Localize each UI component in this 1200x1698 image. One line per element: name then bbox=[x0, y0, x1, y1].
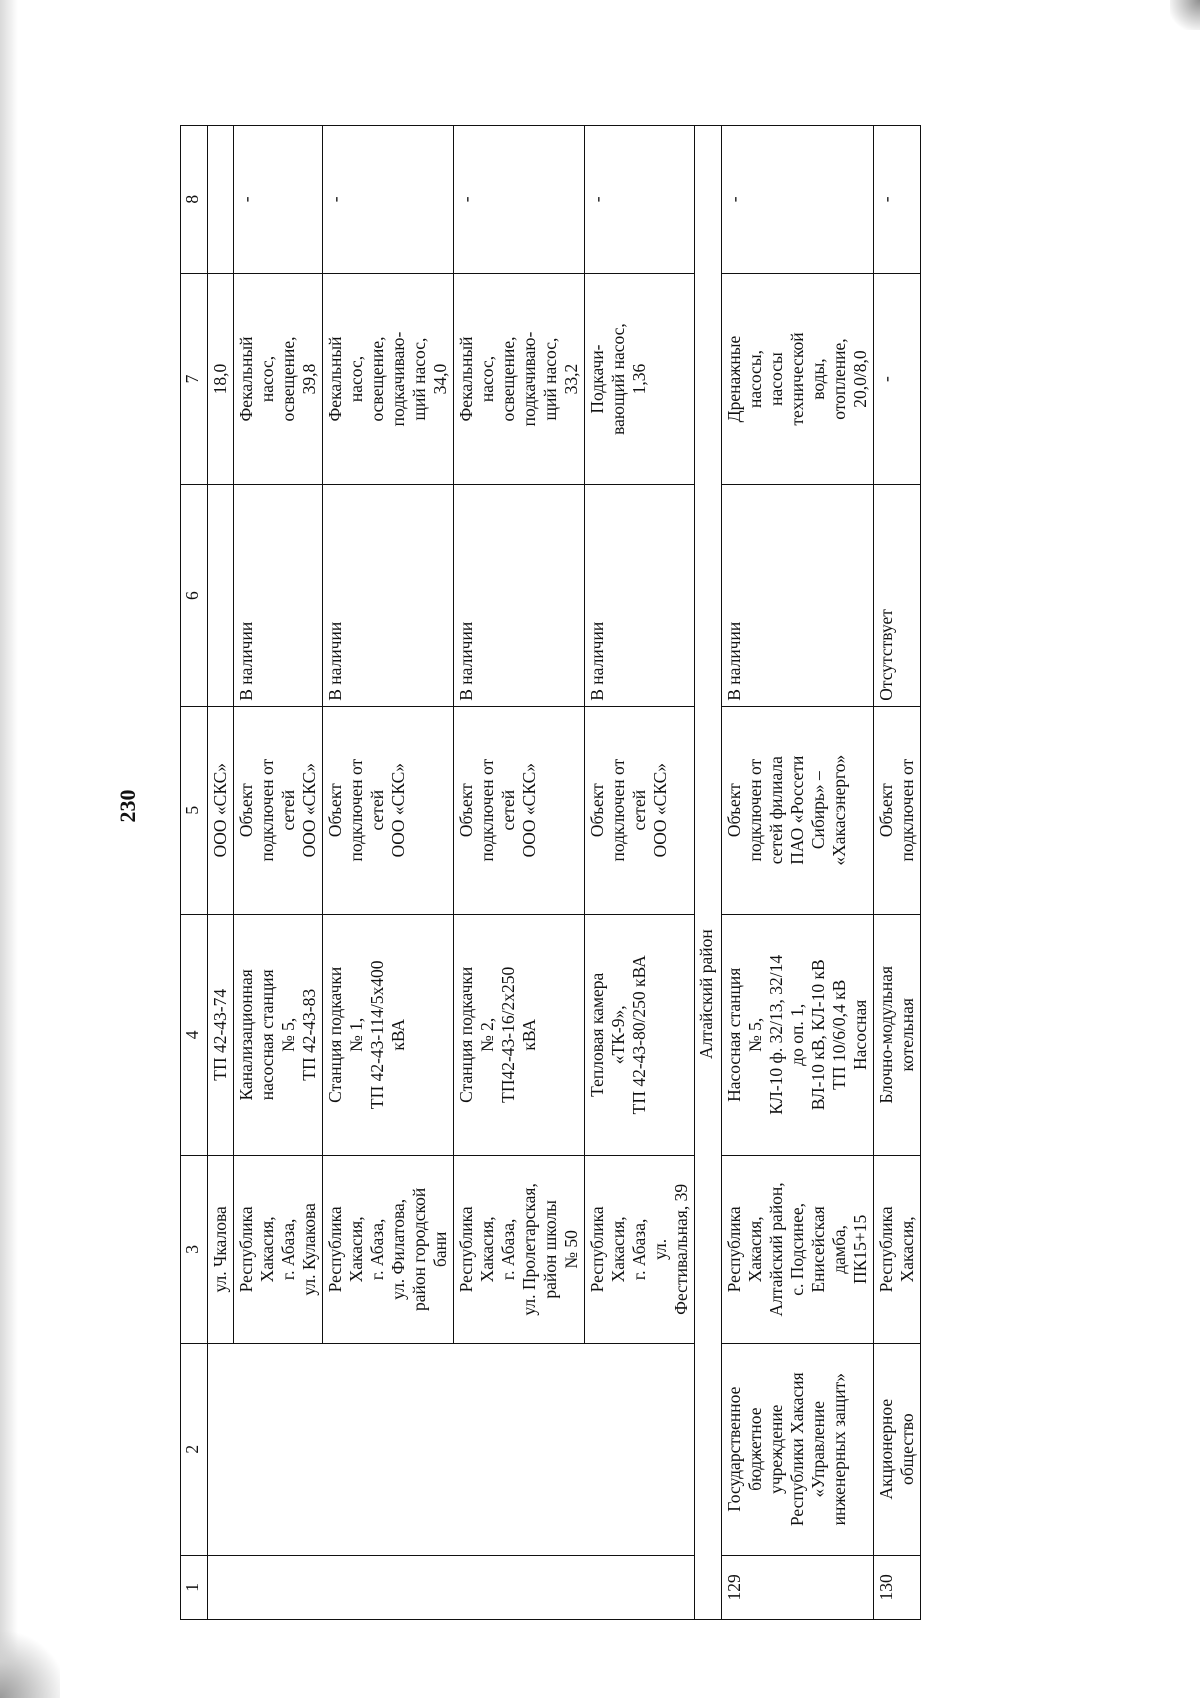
cell-text: - bbox=[876, 376, 896, 382]
cell-text: Канализационная bbox=[236, 969, 256, 1101]
cell-text: учреждение bbox=[766, 1404, 786, 1494]
cell-address bbox=[323, 1156, 454, 1344]
cell-text: Дренажные bbox=[724, 335, 744, 423]
cell-text: Алтайский район, bbox=[766, 1182, 786, 1317]
cell-address bbox=[454, 1156, 585, 1344]
cell-address bbox=[585, 1156, 695, 1344]
cell-load bbox=[454, 273, 585, 485]
table-row bbox=[874, 126, 921, 1620]
cell-text: - bbox=[876, 196, 896, 203]
cell-availability bbox=[323, 485, 454, 706]
cell-text: г. Абаза, bbox=[367, 1218, 387, 1281]
table-row bbox=[208, 126, 234, 1620]
cell-organization bbox=[874, 1343, 921, 1555]
cell-text: бюджетное bbox=[745, 1407, 765, 1491]
cell-availability bbox=[234, 485, 323, 706]
cell-object bbox=[874, 914, 921, 1155]
cell-text: 129 bbox=[724, 1574, 744, 1601]
cell-text: ООО «СКС» bbox=[519, 763, 539, 858]
cell-text: 39,8 bbox=[299, 363, 319, 395]
cell-text: освещение, bbox=[278, 336, 298, 422]
cell-text: «ТК-9», bbox=[608, 1005, 628, 1065]
cell-note bbox=[234, 126, 323, 274]
cell-text: подкачиваю- bbox=[519, 331, 539, 427]
cell-text: Станция подкачки bbox=[325, 966, 345, 1103]
cell-address bbox=[722, 1156, 874, 1344]
cell-text: 33,2 bbox=[561, 363, 581, 395]
cell-note bbox=[454, 126, 585, 274]
table-row bbox=[722, 126, 874, 1620]
cell-text: Объект bbox=[724, 783, 744, 838]
cell-connection bbox=[585, 706, 695, 914]
cell-text: № 5, bbox=[745, 1017, 765, 1052]
rotated-page-content bbox=[180, 120, 1105, 1620]
cell-note bbox=[323, 126, 454, 274]
cell-text: Государственное bbox=[724, 1386, 744, 1512]
cell-text: инженерных защит» bbox=[829, 1372, 849, 1526]
cell-text: освещение, bbox=[498, 336, 518, 422]
scan-corner-mark bbox=[0, 1630, 60, 1698]
cell-text: ТП 42-43-80/250 кВА bbox=[629, 955, 649, 1115]
column-number-row bbox=[181, 126, 208, 1620]
cell-text: 130 bbox=[876, 1574, 896, 1601]
cell-availability bbox=[454, 485, 585, 706]
cell-text: ТП 42-43-114/5х400 bbox=[367, 960, 387, 1110]
cell-text: Станция подкачки bbox=[456, 966, 476, 1103]
cell-text: № 50 bbox=[561, 1230, 581, 1269]
column-number: 3 bbox=[181, 1156, 208, 1344]
cell-text: В наличии bbox=[236, 621, 256, 701]
cell-text: 18,0 bbox=[210, 363, 230, 395]
cell-text: Республика bbox=[587, 1206, 607, 1293]
cell-load bbox=[874, 273, 921, 485]
cell-text: Объект bbox=[876, 783, 896, 838]
cell-organization bbox=[208, 1343, 695, 1555]
cell-text: насосы, bbox=[745, 350, 765, 409]
cell-text: подключен от bbox=[257, 758, 277, 862]
infrastructure-table bbox=[180, 125, 921, 1620]
cell-text: ТП 42-43-83 bbox=[299, 988, 319, 1081]
cell-text: освещение, bbox=[367, 336, 387, 422]
cell-text: - bbox=[724, 196, 744, 203]
cell-load bbox=[585, 273, 695, 485]
cell-note bbox=[585, 126, 695, 274]
cell-text: до оп. 1, bbox=[787, 1003, 807, 1066]
table-body bbox=[181, 126, 921, 1620]
cell-text: щий насос, bbox=[409, 337, 429, 421]
scan-edge-shadow bbox=[0, 0, 18, 1698]
cell-text: - bbox=[236, 196, 256, 203]
cell-object bbox=[234, 914, 323, 1155]
cell-text: подключен от bbox=[897, 758, 917, 862]
cell-text: Объект bbox=[456, 783, 476, 838]
cell-text: Фекальный bbox=[456, 336, 476, 422]
cell-text: насос, bbox=[346, 355, 366, 403]
cell-text: В наличии bbox=[587, 621, 607, 701]
cell-text: подключен от bbox=[346, 758, 366, 862]
cell-text: Отсутствует bbox=[876, 609, 896, 701]
scan-corner-mark bbox=[1170, 0, 1200, 30]
cell-text: кВА bbox=[388, 1018, 408, 1051]
cell-text: Насосная станция bbox=[724, 967, 744, 1102]
cell-connection bbox=[323, 706, 454, 914]
cell-load bbox=[323, 273, 454, 485]
cell-text: Объект bbox=[325, 783, 345, 838]
column-number: 6 bbox=[181, 485, 208, 706]
cell-text: с. Подсинее, bbox=[787, 1203, 807, 1296]
cell-text: Республика bbox=[456, 1206, 476, 1293]
page-number: 230 bbox=[115, 789, 140, 823]
cell-text: Фекальный bbox=[325, 336, 345, 422]
cell-text: - bbox=[325, 196, 345, 203]
cell-connection bbox=[208, 706, 234, 914]
cell-text: Насосная bbox=[850, 999, 870, 1070]
cell-text: ООО «СКС» bbox=[650, 763, 670, 858]
cell-load bbox=[234, 273, 323, 485]
cell-availability bbox=[585, 485, 695, 706]
cell-text: г. Абаза, bbox=[498, 1218, 518, 1281]
cell-text: № 2, bbox=[477, 1017, 497, 1052]
cell-text: ПАО «Россети bbox=[787, 755, 807, 865]
cell-text: сетей bbox=[278, 789, 298, 831]
cell-text: Республики Хакасия bbox=[787, 1372, 807, 1527]
cell-text: насосная станция bbox=[257, 969, 277, 1101]
cell-text: Хакасия, bbox=[257, 1216, 277, 1283]
cell-text: Хакасия, bbox=[477, 1216, 497, 1283]
cell-connection bbox=[874, 706, 921, 914]
cell-text: ВЛ-10 кВ, КЛ-10 кВ bbox=[808, 959, 828, 1111]
cell-text: Республика bbox=[876, 1206, 896, 1293]
cell-text: дамба, bbox=[829, 1224, 849, 1274]
column-number: 7 bbox=[181, 273, 208, 485]
cell-text: Хакасия, bbox=[745, 1216, 765, 1283]
cell-text: В наличии bbox=[456, 621, 476, 701]
cell-text: Объект bbox=[587, 783, 607, 838]
cell-text: 1,36 bbox=[629, 363, 649, 395]
cell-number bbox=[208, 1555, 695, 1619]
cell-text: ТП 10/6/0,4 кВ bbox=[829, 979, 849, 1090]
cell-text: подкачиваю- bbox=[388, 331, 408, 427]
cell-text: котельная bbox=[897, 998, 917, 1072]
cell-text: ул. Чкалова bbox=[210, 1206, 230, 1293]
cell-text: № 5, bbox=[278, 1017, 298, 1052]
cell-availability bbox=[208, 485, 234, 706]
cell-text: насосы bbox=[766, 352, 786, 406]
cell-text: ТП 42-43-74 bbox=[210, 988, 230, 1081]
cell-number bbox=[874, 1555, 921, 1619]
cell-text: подключен от bbox=[477, 758, 497, 862]
cell-note bbox=[208, 126, 234, 274]
cell-text: воды, bbox=[808, 358, 828, 400]
column-number: 1 bbox=[181, 1555, 208, 1619]
cell-text: сетей филиала bbox=[766, 756, 786, 865]
cell-availability bbox=[874, 485, 921, 706]
cell-text: подключен от bbox=[608, 758, 628, 862]
cell-text: Фестивальная, 39 bbox=[671, 1183, 691, 1315]
cell-text: бани bbox=[430, 1231, 450, 1268]
cell-number bbox=[722, 1555, 874, 1619]
cell-text: ул. Пролетарская, bbox=[519, 1183, 539, 1316]
column-number: 5 bbox=[181, 706, 208, 914]
cell-address bbox=[208, 1156, 234, 1344]
cell-text: насос, bbox=[257, 355, 277, 403]
cell-text: - bbox=[456, 196, 476, 203]
cell-text: насос, bbox=[477, 355, 497, 403]
cell-text: ул. bbox=[650, 1238, 670, 1260]
cell-note bbox=[722, 126, 874, 274]
cell-text: ул. Филатова, bbox=[388, 1198, 408, 1300]
cell-text: № 1, bbox=[346, 1017, 366, 1052]
cell-text: Республика bbox=[236, 1206, 256, 1293]
cell-text: ООО «СКС» bbox=[210, 763, 230, 858]
cell-text: сетей bbox=[629, 789, 649, 831]
cell-text: подключен от bbox=[745, 758, 765, 862]
cell-object bbox=[722, 914, 874, 1155]
cell-text: ООО «СКС» bbox=[299, 763, 319, 858]
cell-text: Сибирь» – bbox=[808, 771, 828, 850]
cell-connection bbox=[454, 706, 585, 914]
region-label: Алтайский район bbox=[695, 126, 722, 1620]
cell-text: Подкачи- bbox=[587, 344, 607, 414]
cell-text: «Управление bbox=[808, 1400, 828, 1498]
cell-object bbox=[323, 914, 454, 1155]
cell-text: Республика bbox=[325, 1206, 345, 1293]
cell-text: Акционерное bbox=[876, 1398, 896, 1500]
cell-text: - bbox=[587, 196, 607, 203]
cell-text: район городской bbox=[409, 1187, 429, 1312]
cell-text: КЛ-10 ф. 32/13, 32/14 bbox=[766, 954, 786, 1115]
cell-text: Фекальный bbox=[236, 336, 256, 422]
cell-text: общество bbox=[897, 1413, 917, 1486]
cell-text: сетей bbox=[498, 789, 518, 831]
cell-text: сетей bbox=[367, 789, 387, 831]
cell-text: Хакасия, bbox=[608, 1216, 628, 1283]
column-number: 8 bbox=[181, 126, 208, 274]
cell-text: Енисейская bbox=[808, 1206, 828, 1293]
cell-text: кВА bbox=[519, 1018, 539, 1051]
cell-object bbox=[208, 914, 234, 1155]
cell-text: щий насос, bbox=[540, 337, 560, 421]
cell-text: Тепловая камера bbox=[587, 972, 607, 1097]
cell-text: ПК15+15 bbox=[850, 1214, 870, 1284]
cell-text: ТП42-43-16/2х250 bbox=[498, 966, 518, 1103]
cell-text: ул. Кулакова bbox=[299, 1203, 319, 1296]
cell-text: «Хакасэнерго» bbox=[829, 754, 849, 866]
cell-text: г. Абаза, bbox=[278, 1218, 298, 1281]
cell-text: Блочно-модульная bbox=[876, 965, 896, 1104]
column-number: 2 bbox=[181, 1343, 208, 1555]
cell-text: ООО «СКС» bbox=[388, 763, 408, 858]
cell-connection bbox=[234, 706, 323, 914]
cell-text: 34,0 bbox=[430, 363, 450, 395]
cell-address bbox=[234, 1156, 323, 1344]
cell-text: отопление, bbox=[829, 338, 849, 420]
cell-text: В наличии bbox=[724, 621, 744, 701]
cell-address bbox=[874, 1156, 921, 1344]
cell-text: Республика bbox=[724, 1206, 744, 1293]
cell-note bbox=[874, 126, 921, 274]
cell-text: Хакасия, bbox=[346, 1216, 366, 1283]
cell-text: вающий насос, bbox=[608, 323, 628, 435]
cell-load bbox=[722, 273, 874, 485]
region-row bbox=[695, 126, 722, 1620]
cell-text: г. Абаза, bbox=[629, 1218, 649, 1281]
cell-text: Объект bbox=[236, 783, 256, 838]
cell-text: 20,0/8,0 bbox=[850, 350, 870, 408]
cell-availability bbox=[722, 485, 874, 706]
column-number: 4 bbox=[181, 914, 208, 1155]
cell-load bbox=[208, 273, 234, 485]
cell-organization bbox=[722, 1343, 874, 1555]
cell-object bbox=[585, 914, 695, 1155]
cell-object bbox=[454, 914, 585, 1155]
cell-text: Хакасия, bbox=[897, 1216, 917, 1283]
cell-text: В наличии bbox=[325, 621, 345, 701]
cell-connection bbox=[722, 706, 874, 914]
cell-text: район школы bbox=[540, 1200, 560, 1299]
cell-text: технической bbox=[787, 332, 807, 426]
